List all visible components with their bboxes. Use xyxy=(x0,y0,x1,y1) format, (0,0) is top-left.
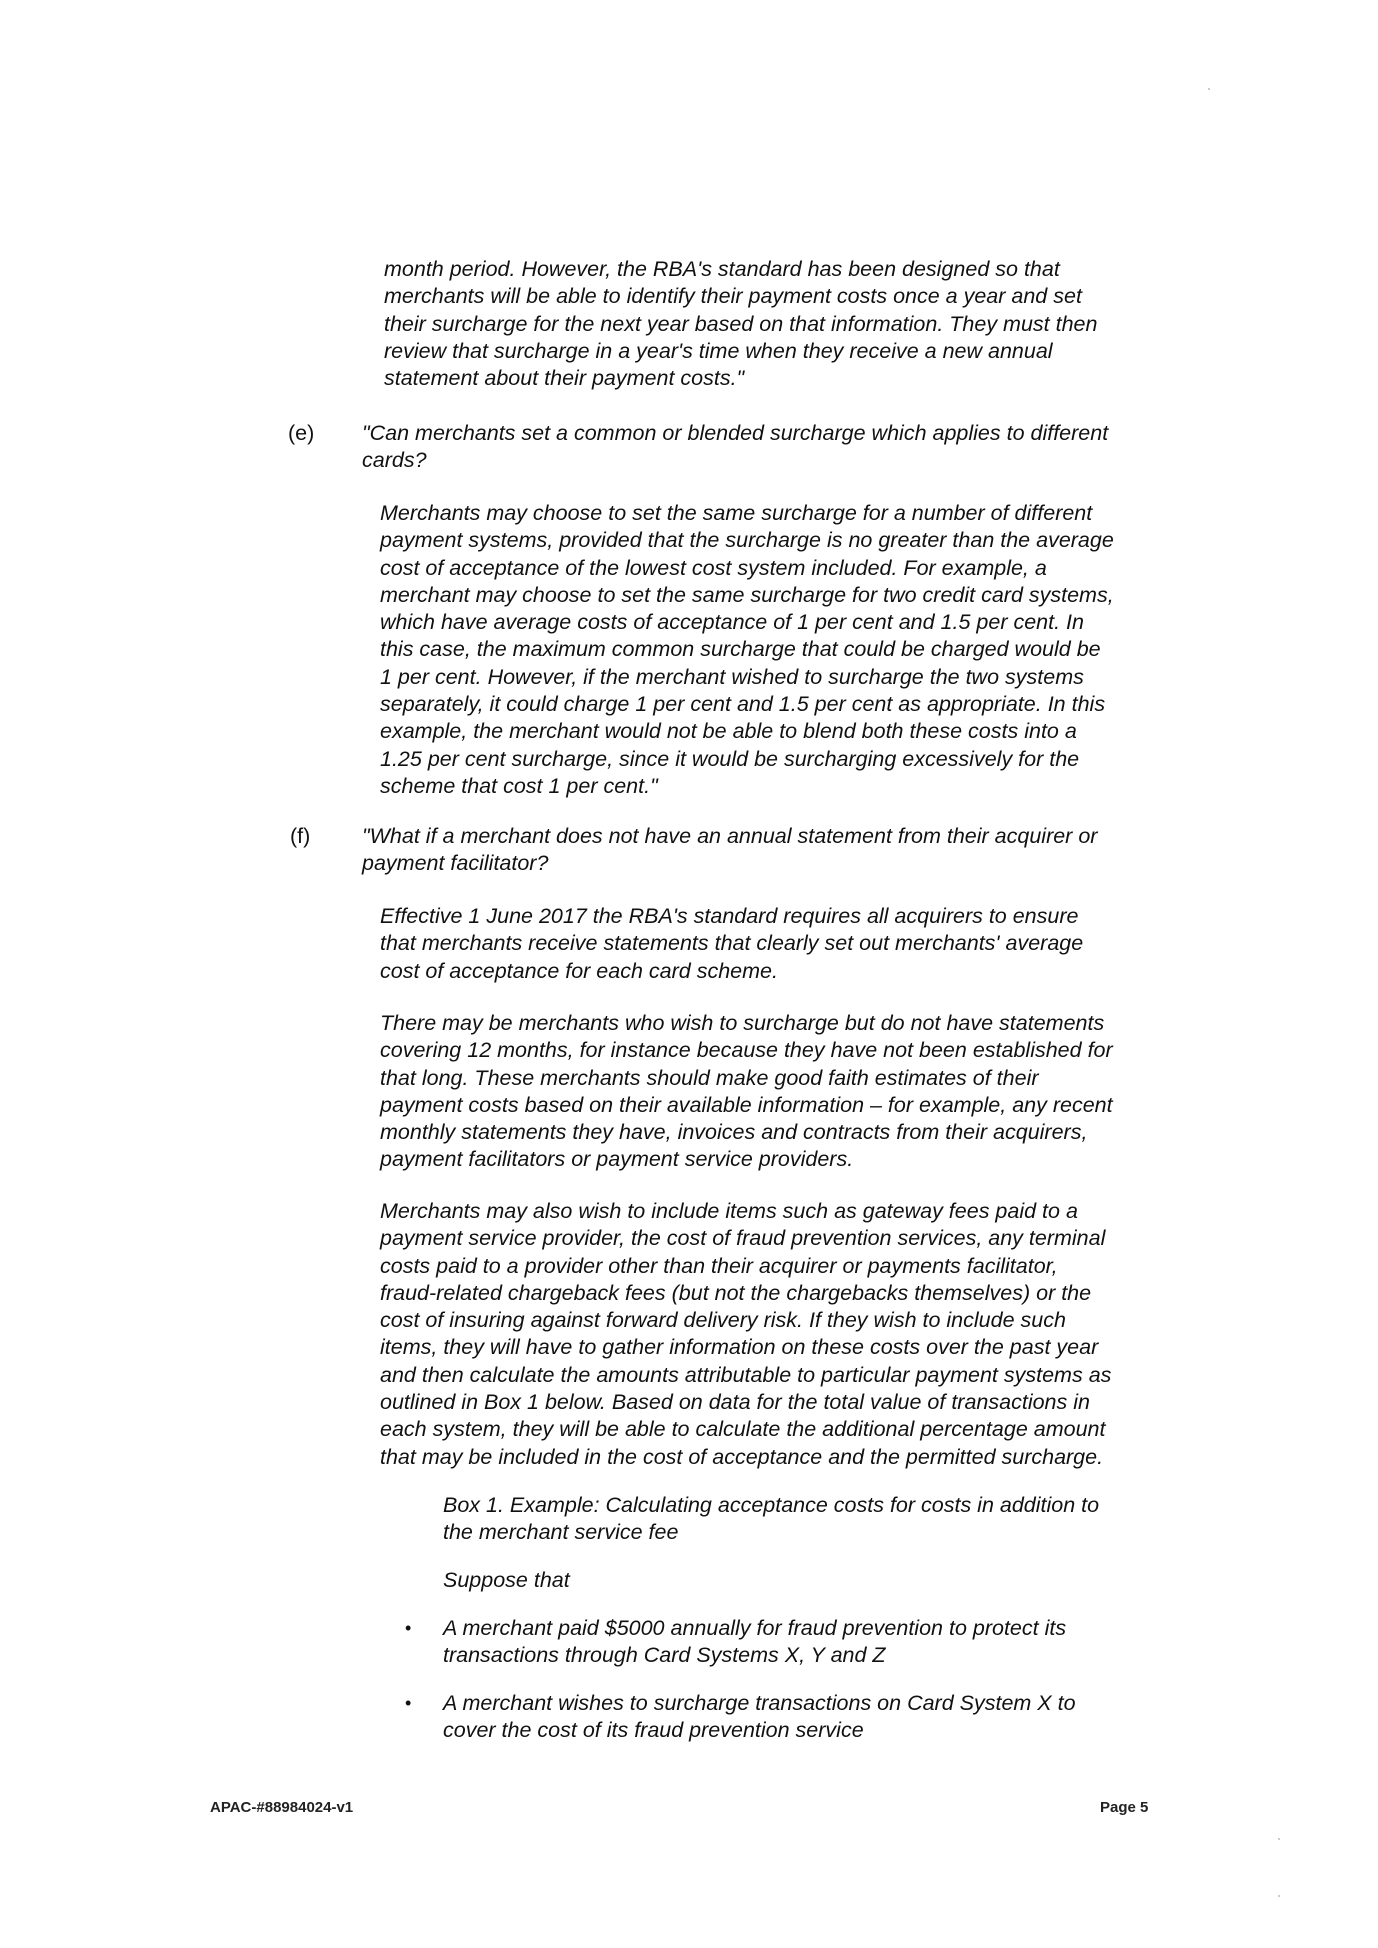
text-line: payment facilitator? xyxy=(362,851,549,876)
item-f-paragraph-3 xyxy=(380,1198,1111,1471)
text-line: Box 1. Example: Calculating acceptance costs for costs in addition to xyxy=(443,1493,1100,1517)
item-e-question xyxy=(362,420,1108,475)
item-f-question xyxy=(362,823,1097,878)
continuation-paragraph xyxy=(384,256,1097,392)
text-line: transactions through Card Systems X, Y and Z xyxy=(443,1643,886,1668)
bullet-icon: • xyxy=(405,1693,412,1713)
text-line: payment costs based on their available information – for example, any recent xyxy=(380,1092,1113,1117)
text-line: the merchant service fee xyxy=(443,1520,679,1545)
item-f-paragraph-2 xyxy=(380,1010,1113,1174)
text-line: outlined in Box 1 below. Based on data for the total value of transactions in xyxy=(380,1390,1090,1415)
text-line: review that surcharge in a year's time when they receive a new annual xyxy=(384,338,1053,363)
item-f-marker: (f) xyxy=(290,824,311,848)
text-line: separately, it could charge 1 per cent and 1.5 per cent as appropriate. In this xyxy=(380,692,1106,717)
text-line: cost of acceptance of the lowest cost system included. For example, a xyxy=(380,555,1047,580)
text-line: payment service provider, the cost of fraud prevention services, any terminal xyxy=(380,1226,1106,1251)
text-line: fraud-related chargeback fees (but not the chargebacks themselves) or the xyxy=(380,1280,1092,1305)
box1-bullet-item xyxy=(443,1690,1076,1745)
scan-speck xyxy=(1208,88,1210,90)
bullet-icon: • xyxy=(405,1618,412,1638)
footer-page-number: Page 5 xyxy=(1100,1799,1149,1816)
text-line: that merchants receive statements that clearly set out merchants' average xyxy=(380,931,1084,956)
text-line: Merchants may choose to set the same surcharge for a number of different xyxy=(380,501,1093,525)
text-line: "What if a merchant does not have an annual statement from their acquirer or xyxy=(362,824,1098,848)
text-line: scheme that cost 1 per cent." xyxy=(380,773,658,798)
text-line: Merchants may also wish to include items such as gateway fees paid to a xyxy=(380,1199,1078,1223)
text-line: A merchant wishes to surcharge transactions on Card System X to xyxy=(443,1691,1076,1715)
item-e-marker: (e) xyxy=(288,421,315,445)
text-line: their surcharge for the next year based on that information. They must then xyxy=(384,311,1098,336)
text-line: that long. These merchants should make good faith estimates of their xyxy=(380,1065,1039,1090)
text-line: cover the cost of its fraud prevention service xyxy=(443,1718,864,1743)
item-e-answer xyxy=(380,500,1114,800)
scan-speck xyxy=(1278,1838,1280,1840)
footer-document-id: APAC-#88984024-v1 xyxy=(210,1799,354,1816)
text-line: month period. However, the RBA's standard has been designed so that xyxy=(384,257,1060,281)
text-line: and then calculate the amounts attributable to particular payment systems as xyxy=(380,1362,1112,1387)
text-line: covering 12 months, for instance because they have not been established for xyxy=(380,1038,1113,1063)
text-line: A merchant paid $5000 annually for fraud prevention to protect its xyxy=(443,1616,1067,1640)
text-line: 1 per cent. However, if the merchant wished to surcharge the two systems xyxy=(380,664,1084,689)
text-line: 1.25 per cent surcharge, since it would be surcharging excessively for the xyxy=(380,746,1080,771)
text-line: Effective 1 June 2017 the RBA's standard requires all acquirers to ensure xyxy=(380,904,1079,928)
text-line: Suppose that xyxy=(443,1568,570,1592)
text-line: monthly statements they have, invoices and contracts from their acquirers, xyxy=(380,1120,1088,1145)
text-line: cost of insuring against forward delivery risk. If they wish to include such xyxy=(380,1308,1066,1333)
text-line: which have average costs of acceptance of 1 per cent and 1.5 per cent. In xyxy=(380,610,1084,635)
box1-intro xyxy=(443,1567,570,1594)
text-line: merchant may choose to set the same surcharge for two credit card systems, xyxy=(380,582,1114,607)
text-line: There may be merchants who wish to surcharge but do not have statements xyxy=(380,1011,1105,1035)
text-line: payment systems, provided that the surcharge is no greater than the average xyxy=(380,528,1114,553)
text-line: cards? xyxy=(362,448,427,473)
text-line: "Can merchants set a common or blended surcharge which applies to different xyxy=(362,421,1109,445)
text-line: statement about their payment costs." xyxy=(384,366,745,391)
box1-bullet-item xyxy=(443,1615,1066,1670)
text-line: that may be included in the cost of acceptance and the permitted surcharge. xyxy=(380,1444,1104,1469)
text-line: merchants will be able to identify their payment costs once a year and set xyxy=(384,284,1082,309)
text-line: example, the merchant would not be able to blend both these costs into a xyxy=(380,719,1077,744)
text-line: each system, they will be able to calculate the additional percentage amount xyxy=(380,1417,1106,1442)
item-f-paragraph-1 xyxy=(380,903,1083,985)
scan-speck xyxy=(1278,1895,1280,1897)
text-line: cost of acceptance for each card scheme. xyxy=(380,958,778,983)
text-line: this case, the maximum common surcharge that could be charged would be xyxy=(380,637,1101,662)
text-line: items, they will have to gather information on these costs over the past year xyxy=(380,1335,1099,1360)
text-line: payment facilitators or payment service providers. xyxy=(380,1147,854,1172)
text-line: costs paid to a provider other than their acquirer or payments facilitator, xyxy=(380,1253,1058,1278)
box1-title xyxy=(443,1492,1099,1547)
